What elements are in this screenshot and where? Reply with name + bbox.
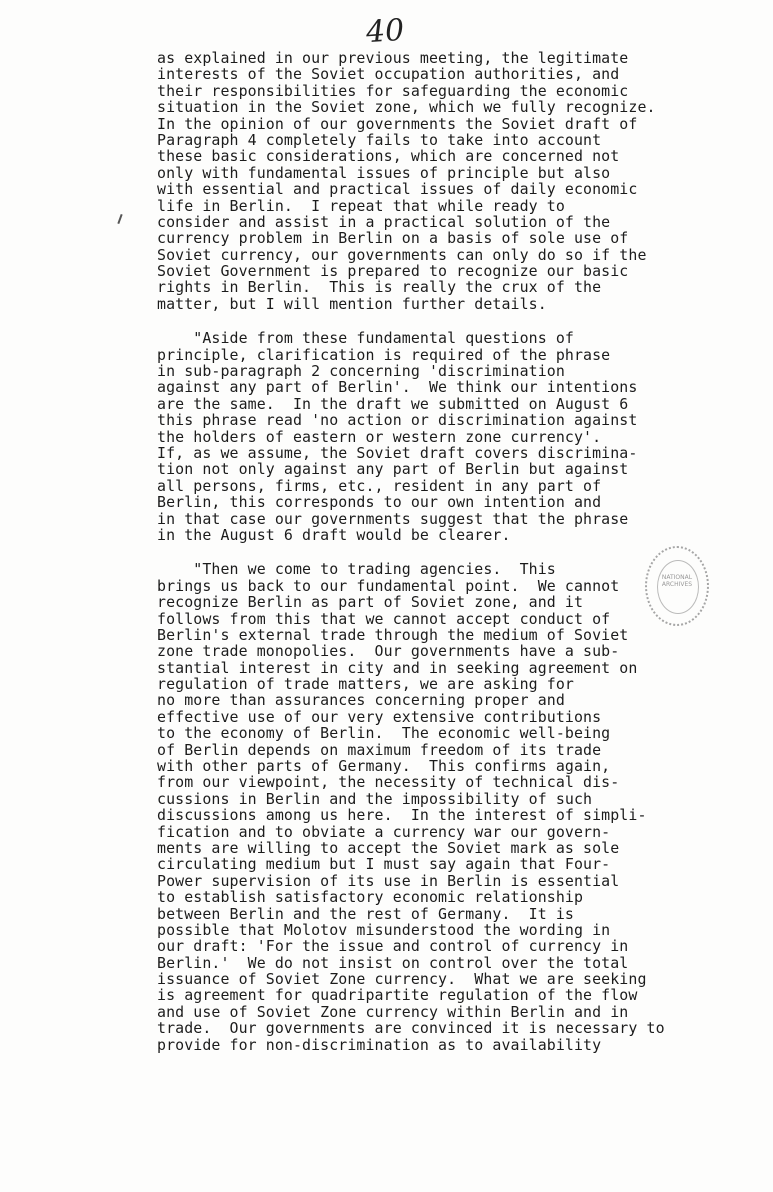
text-line: trade. Our governments are convinced it is necessary to bbox=[157, 1019, 665, 1038]
text-line: principle, clarification is required of the phrase bbox=[157, 345, 611, 364]
text-line: life in Berlin. I repeat that while ready to bbox=[157, 196, 565, 215]
text-line: of Berlin depends on maximum freedom of its trade bbox=[157, 740, 602, 759]
text-line: from our viewpoint, the necessity of technical dis- bbox=[157, 773, 620, 792]
text-line: Berlin.' We do not insist on control over the total bbox=[157, 953, 629, 972]
text-line: possible that Molotov misunderstood the wording in bbox=[157, 920, 611, 939]
text-line: between Berlin and the rest of Germany. It is bbox=[157, 904, 574, 923]
archive-stamp bbox=[645, 546, 709, 626]
text-line: "Then we come to trading agencies. This bbox=[157, 560, 556, 579]
paragraph-2 bbox=[157, 330, 717, 543]
text-line: to establish satisfactory economic relationship bbox=[157, 888, 584, 907]
text-line: recognize Berlin as part of Soviet zone, and it bbox=[157, 593, 584, 612]
text-line: stantial interest in city and in seeking agreement on bbox=[157, 658, 638, 677]
paragraph-3 bbox=[157, 561, 717, 1053]
text-line: matter, but I will mention further details. bbox=[157, 294, 547, 313]
text-line: our draft: 'For the issue and control of currency in bbox=[157, 937, 629, 956]
text-line: against any part of Berlin'. We think our intentions bbox=[157, 378, 638, 397]
paragraph-1 bbox=[157, 50, 717, 312]
text-line: ments are willing to accept the Soviet mark as sole bbox=[157, 838, 620, 857]
text-line: brings us back to our fundamental point. We cannot bbox=[157, 576, 620, 595]
text-line: with essential and practical issues of daily economic bbox=[157, 180, 638, 199]
text-line: tion not only against any part of Berlin but against bbox=[157, 460, 629, 479]
text-line: is agreement for quadripartite regulation of the flow bbox=[157, 986, 638, 1005]
text-line: only with fundamental issues of principle but also bbox=[157, 163, 611, 182]
text-line: cussions in Berlin and the impossibility of such bbox=[157, 789, 593, 808]
text-line: Soviet currency, our governments can only do so if the bbox=[157, 245, 647, 264]
text-line: If, as we assume, the Soviet draft covers discrimina- bbox=[157, 443, 638, 462]
text-line: this phrase read 'no action or discrimination against bbox=[157, 411, 638, 430]
text-line: no more than assurances concerning proper and bbox=[157, 691, 565, 710]
text-line: zone trade monopolies. Our governments have a sub- bbox=[157, 642, 620, 661]
text-line: Power supervision of its use in Berlin is essential bbox=[157, 871, 620, 890]
text-line: follows from this that we cannot accept conduct of bbox=[157, 609, 611, 628]
text-line: provide for non-discrimination as to availability bbox=[157, 1035, 602, 1054]
text-line: with other parts of Germany. This confirms again, bbox=[157, 757, 611, 776]
text-line: effective use of our very extensive contributions bbox=[157, 707, 602, 726]
page-number: 40 bbox=[364, 12, 406, 51]
text-line: regulation of trade matters, we are asking for bbox=[157, 675, 574, 694]
text-line: these basic considerations, which are concerned not bbox=[157, 147, 620, 166]
text-line: to the economy of Berlin. The economic well-being bbox=[157, 724, 611, 743]
text-line: as explained in our previous meeting, the legitimate bbox=[157, 49, 629, 67]
text-line: are the same. In the draft we submitted on August 6 bbox=[157, 394, 629, 413]
text-line: circulating medium but I must say again that Four- bbox=[157, 855, 611, 874]
text-line: interests of the Soviet occupation authorities, and bbox=[157, 65, 620, 84]
text-line: Berlin's external trade through the medium of Soviet bbox=[157, 625, 629, 644]
typed-text-body bbox=[157, 50, 717, 1053]
text-line: rights in Berlin. This is really the crux of the bbox=[157, 278, 602, 297]
text-line: discussions among us here. In the interest of simpli- bbox=[157, 806, 647, 825]
text-line: in the August 6 draft would be clearer. bbox=[157, 525, 511, 544]
text-line: the holders of eastern or western zone currency'. bbox=[157, 427, 602, 446]
text-line: currency problem in Berlin on a basis of sole use of bbox=[157, 229, 629, 248]
text-line: fication and to obviate a currency war our govern- bbox=[157, 822, 611, 841]
text-line: and use of Soviet Zone currency within Berlin and in bbox=[157, 1002, 629, 1021]
text-line: all persons, firms, etc., resident in any part of bbox=[157, 476, 602, 495]
text-line: their responsibilities for safeguarding the economic bbox=[157, 81, 629, 100]
text-line: in that case our governments suggest that the phrase bbox=[157, 509, 629, 528]
text-line: Soviet Government is prepared to recognize our basic bbox=[157, 262, 629, 281]
margin-mark bbox=[117, 214, 122, 224]
text-line: In the opinion of our governments the Soviet draft of bbox=[157, 114, 638, 133]
text-line: situation in the Soviet zone, which we fully recognize. bbox=[157, 98, 656, 117]
text-line: Berlin, this corresponds to our own intention and bbox=[157, 493, 602, 512]
archive-stamp-text: NATIONAL ARCHIVES bbox=[661, 574, 693, 588]
text-line: consider and assist in a practical solution of the bbox=[157, 212, 611, 231]
text-line: issuance of Soviet Zone currency. What we are seeking bbox=[157, 970, 647, 989]
text-line: Paragraph 4 completely fails to take into account bbox=[157, 130, 602, 149]
text-line: in sub-paragraph 2 concerning 'discrimination bbox=[157, 362, 565, 381]
text-line: "Aside from these fundamental questions of bbox=[157, 329, 574, 348]
